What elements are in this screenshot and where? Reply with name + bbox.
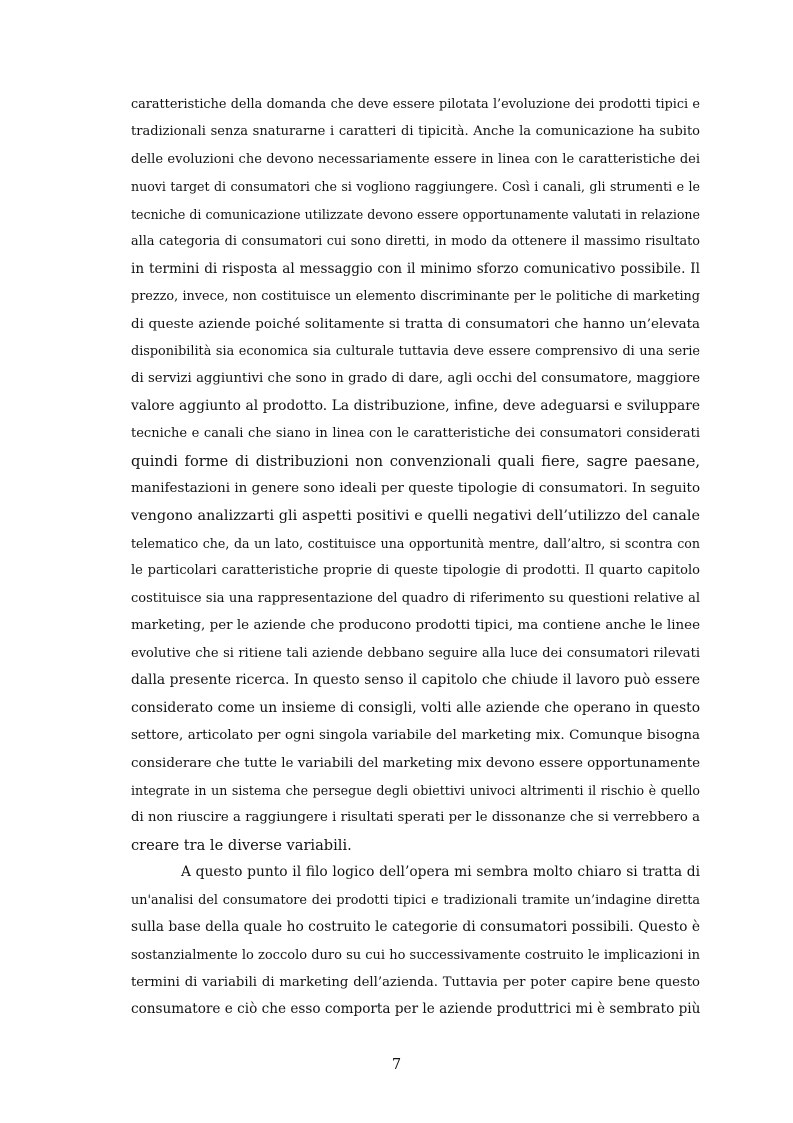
text-line: integrate in un sistema che persegue degli obiettivi univoci altrimenti il rischio è quello bbox=[131, 782, 700, 798]
text-line: di servizi aggiuntivi che sono in grado di dare, agli occhi del consumatore, maggiore bbox=[131, 371, 700, 387]
text-line: disponibilità sia economica sia culturale tuttavia deve essere comprensivo di una serie bbox=[131, 343, 700, 359]
text-line: vengono analizzarti gli aspetti positivi e quelli negativi dell’utilizzo del canale bbox=[131, 507, 700, 524]
text-line: in termini di risposta al messaggio con il minimo sforzo comunicativo possibile. Il bbox=[131, 260, 700, 277]
text-line: tecniche di comunicazione utilizzate devono essere opportunamente valutati in relazione bbox=[131, 206, 700, 222]
text-line: manifestazioni in genere sono ideali per queste tipologie di consumatori. In seguito bbox=[131, 481, 700, 497]
text-line: sostanzialmente lo zoccolo duro su cui ho successivamente costruito le implicazioni in bbox=[131, 947, 700, 963]
text-line: tradizionali senza snaturarne i caratteri di tipicità. Anche la comunicazione ha subito bbox=[131, 124, 700, 140]
page-number: 7 bbox=[391, 1056, 402, 1073]
text-line: costituisce sia una rappresentazione del quadro di riferimento su questioni relative al bbox=[131, 590, 700, 606]
text-line: delle evoluzioni che devono necessariamente essere in linea con le caratteristiche dei bbox=[131, 151, 700, 167]
text-line: alla categoria di consumatori cui sono diretti, in modo da ottenere il massimo risultato bbox=[131, 234, 700, 250]
text-line: creare tra le diverse variabili. bbox=[131, 836, 352, 854]
text-line: marketing, per le aziende che producono prodotti tipici, ma contiene anche le linee bbox=[131, 618, 700, 634]
text-line: considerato come un insieme di consigli, volti alle aziende che operano in questo bbox=[131, 699, 700, 716]
text-line: consumatore e ciò che esso comporta per le aziende produttrici mi è sembrato più bbox=[131, 1001, 700, 1018]
text-line: di non riuscire a raggiungere i risultati sperati per le dissonanze che si verrebbero a bbox=[131, 810, 700, 826]
text-line: valore aggiunto al prodotto. La distribuzione, infine, deve adeguarsi e sviluppare bbox=[131, 397, 700, 414]
text-line: termini di variabili di marketing dell’azienda. Tuttavia per poter capire bene questo bbox=[131, 975, 700, 990]
text-line: telematico che, da un lato, costituisce una opportunità mentre, dall’altro, si scontra con bbox=[131, 536, 700, 551]
text-line: un'analisi del consumatore dei prodotti tipici e tradizionali tramite un’indagine diretta bbox=[131, 892, 700, 908]
text-line: quindi forme di distribuzioni non convenzionali quali fiere, sagre paesane, bbox=[131, 452, 700, 470]
text-line: prezzo, invece, non costituisce un elemento discriminante per le politiche di marketing bbox=[131, 289, 700, 305]
text-line: nuovi target di consumatori che si vogliono raggiungere. Così i canali, gli strumenti e le bbox=[131, 179, 700, 195]
text-line: settore, articolato per ogni singola variabile del marketing mix. Comunque bisogna bbox=[131, 728, 700, 744]
paragraph bbox=[131, 859, 700, 1024]
text-line: considerare che tutte le variabili del marketing mix devono essere opportunamente bbox=[131, 755, 700, 771]
body-text bbox=[131, 91, 700, 1024]
text-line: tecniche e canali che siano in linea con le caratteristiche dei consumatori considerati bbox=[131, 426, 700, 442]
text-line: evolutive che si ritiene tali aziende debbano seguire alla luce dei consumatori rilevati bbox=[131, 645, 700, 661]
text-line: A questo punto il filo logico dell’opera mi sembra molto chiaro si tratta di bbox=[181, 864, 700, 881]
text-line: dalla presente ricerca. In questo senso il capitolo che chiude il lavoro può essere bbox=[131, 672, 700, 689]
text-line: sulla base della quale ho costruito le categorie di consumatori possibili. Questo è bbox=[131, 919, 700, 936]
paragraph bbox=[131, 91, 700, 859]
text-line: di queste aziende poiché solitamente si tratta di consumatori che hanno un’elevata bbox=[131, 316, 700, 332]
text-line: le particolari caratteristiche proprie di queste tipologie di prodotti. Il quarto capitolo bbox=[131, 563, 700, 579]
text-line: caratteristiche della domanda che deve essere pilotata l’evoluzione dei prodotti tipici e bbox=[131, 97, 700, 112]
